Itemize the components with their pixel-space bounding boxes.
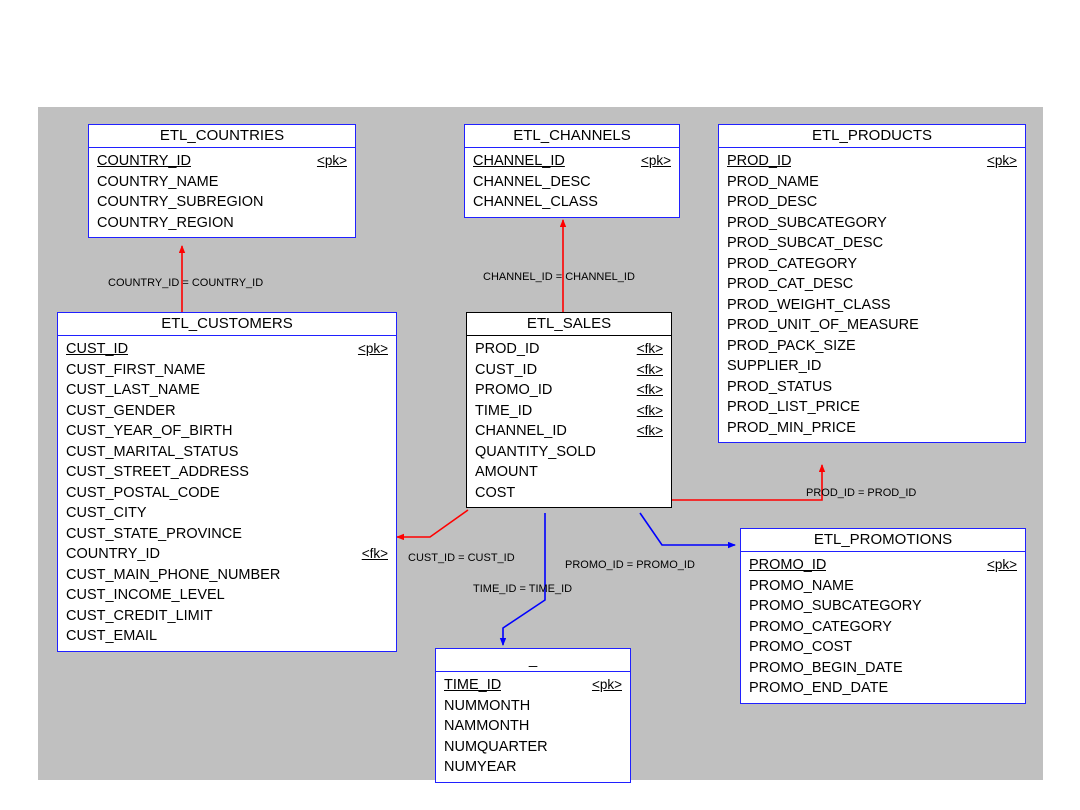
attribute-name: PROMO_ID bbox=[475, 382, 553, 398]
attribute-name: CUST_STATE_PROVINCE bbox=[66, 525, 242, 542]
attribute-key: <fk> bbox=[636, 361, 663, 377]
attribute-name: CUST_MAIN_PHONE_NUMBER bbox=[66, 566, 281, 583]
relationship-label-channel: CHANNEL_ID = CHANNEL_ID bbox=[483, 271, 635, 283]
attribute-row bbox=[741, 637, 1025, 658]
attribute-row bbox=[58, 360, 396, 381]
attribute-key: <fk> bbox=[636, 423, 663, 438]
attribute-row bbox=[741, 678, 1025, 699]
attribute-row bbox=[58, 442, 396, 463]
attribute-row bbox=[719, 172, 1025, 193]
attribute-name: CUST_CREDIT_LIMIT bbox=[66, 607, 213, 624]
attribute-list bbox=[465, 148, 679, 217]
relationship-label-cust: CUST_ID = CUST_ID bbox=[408, 552, 515, 564]
attribute-name: CHANNEL_ID bbox=[473, 153, 565, 169]
attribute-row bbox=[58, 462, 396, 483]
attribute-row bbox=[467, 442, 671, 463]
attribute-row bbox=[741, 617, 1025, 638]
attribute-row bbox=[436, 757, 630, 778]
attribute-key: <pk> bbox=[986, 557, 1017, 572]
attribute-name: COUNTRY_NAME bbox=[97, 173, 219, 190]
entity-title: _ bbox=[436, 649, 630, 672]
attribute-row bbox=[741, 596, 1025, 617]
attribute-key: <fk> bbox=[361, 546, 388, 561]
entity-title: ETL_CHANNELS bbox=[465, 125, 679, 148]
attribute-row bbox=[436, 696, 630, 717]
attribute-row bbox=[465, 151, 679, 172]
attribute-name: CUST_LAST_NAME bbox=[66, 382, 200, 398]
attribute-row bbox=[719, 377, 1025, 398]
attribute-row bbox=[467, 462, 671, 483]
entity-title: ETL_SALES bbox=[467, 313, 671, 336]
attribute-name: PROD_SUBCAT_DESC bbox=[727, 235, 884, 251]
attribute-name: TIME_ID bbox=[444, 677, 502, 693]
entity-etl-countries[interactable] bbox=[88, 124, 356, 238]
attribute-key: <fk> bbox=[636, 341, 663, 356]
attribute-name: PROD_ID bbox=[475, 341, 540, 357]
attribute-row bbox=[436, 737, 630, 758]
attribute-name: COUNTRY_ID bbox=[97, 153, 191, 169]
attribute-name: SUPPLIER_ID bbox=[727, 358, 822, 374]
attribute-name: PROD_MIN_PRICE bbox=[727, 419, 856, 436]
attribute-row bbox=[719, 315, 1025, 336]
attribute-name: QUANTITY_SOLD bbox=[475, 443, 596, 460]
attribute-key: <pk> bbox=[316, 153, 347, 168]
attribute-name: PROMO_COST bbox=[749, 639, 853, 655]
attribute-list bbox=[58, 336, 396, 651]
attribute-row bbox=[741, 555, 1025, 576]
attribute-key: <pk> bbox=[640, 153, 671, 168]
attribute-key: <fk> bbox=[636, 382, 663, 397]
attribute-row bbox=[58, 565, 396, 586]
entity-title: ETL_PRODUCTS bbox=[719, 125, 1025, 148]
attribute-row bbox=[741, 658, 1025, 679]
attribute-row bbox=[89, 213, 355, 234]
relationship-label-promo: PROMO_ID = PROMO_ID bbox=[565, 559, 695, 571]
attribute-row bbox=[436, 716, 630, 737]
attribute-row bbox=[467, 483, 671, 504]
entity-title: ETL_CUSTOMERS bbox=[58, 313, 396, 336]
entity-etl-times[interactable] bbox=[435, 648, 631, 783]
attribute-row bbox=[719, 254, 1025, 275]
attribute-row bbox=[465, 172, 679, 193]
attribute-name: CHANNEL_ID bbox=[475, 423, 567, 439]
attribute-row bbox=[719, 418, 1025, 439]
entity-etl-promotions[interactable] bbox=[740, 528, 1026, 704]
attribute-list bbox=[89, 148, 355, 237]
attribute-key: <pk> bbox=[357, 341, 388, 356]
attribute-row bbox=[436, 675, 630, 696]
attribute-list bbox=[719, 148, 1025, 442]
entity-etl-sales[interactable] bbox=[466, 312, 672, 508]
attribute-name: CUST_STREET_ADDRESS bbox=[66, 464, 249, 480]
attribute-key: <pk> bbox=[591, 677, 622, 692]
attribute-row bbox=[467, 421, 671, 442]
entity-title: ETL_PROMOTIONS bbox=[741, 529, 1025, 552]
attribute-name: NUMYEAR bbox=[444, 759, 517, 775]
attribute-row bbox=[58, 380, 396, 401]
attribute-key: <fk> bbox=[636, 402, 663, 418]
attribute-row bbox=[467, 401, 671, 422]
attribute-list bbox=[467, 336, 671, 507]
attribute-row bbox=[719, 274, 1025, 295]
attribute-name: NUMMONTH bbox=[444, 697, 531, 714]
attribute-name: TIME_ID bbox=[475, 402, 533, 419]
relationship-label-prod: PROD_ID = PROD_ID bbox=[806, 487, 917, 499]
attribute-row bbox=[58, 421, 396, 442]
attribute-name: PROD_DESC bbox=[727, 194, 818, 210]
attribute-row bbox=[719, 192, 1025, 213]
attribute-name: CUST_POSTAL_CODE bbox=[66, 484, 220, 501]
attribute-name: PROD_SUBCATEGORY bbox=[727, 214, 887, 231]
attribute-row bbox=[719, 233, 1025, 254]
attribute-row bbox=[719, 336, 1025, 357]
entity-etl-customers[interactable] bbox=[57, 312, 397, 652]
attribute-name: CHANNEL_CLASS bbox=[473, 194, 598, 210]
attribute-name: PROD_ID bbox=[727, 153, 792, 169]
attribute-name: PROMO_NAME bbox=[749, 577, 854, 594]
attribute-row bbox=[741, 576, 1025, 597]
attribute-name: PROMO_BEGIN_DATE bbox=[749, 659, 903, 676]
relationship-label-country: COUNTRY_ID = COUNTRY_ID bbox=[108, 277, 264, 289]
attribute-row bbox=[58, 585, 396, 606]
attribute-name: CUST_CITY bbox=[66, 505, 147, 521]
attribute-row bbox=[719, 151, 1025, 172]
attribute-name: PROD_PACK_SIZE bbox=[727, 337, 856, 354]
attribute-name: CUST_EMAIL bbox=[66, 628, 158, 644]
attribute-name: CUST_INCOME_LEVEL bbox=[66, 587, 225, 603]
entity-etl-channels[interactable] bbox=[464, 124, 680, 218]
attribute-list bbox=[436, 672, 630, 782]
attribute-row bbox=[467, 360, 671, 381]
attribute-name: CUST_ID bbox=[475, 361, 538, 378]
attribute-name: COUNTRY_ID bbox=[66, 546, 160, 562]
attribute-row bbox=[58, 483, 396, 504]
attribute-name: CUST_YEAR_OF_BIRTH bbox=[66, 423, 233, 439]
attribute-name: PROD_CATEGORY bbox=[727, 255, 857, 272]
entity-etl-products[interactable] bbox=[718, 124, 1026, 443]
attribute-name: COUNTRY_REGION bbox=[97, 214, 234, 231]
attribute-name: CUST_FIRST_NAME bbox=[66, 361, 206, 378]
attribute-name: AMOUNT bbox=[475, 464, 538, 480]
attribute-name: NAMMONTH bbox=[444, 718, 530, 734]
attribute-name: PROMO_END_DATE bbox=[749, 680, 889, 696]
attribute-name: PROMO_ID bbox=[749, 557, 827, 573]
attribute-row bbox=[89, 192, 355, 213]
attribute-name: PROD_LIST_PRICE bbox=[727, 399, 860, 415]
attribute-name: CHANNEL_DESC bbox=[473, 173, 591, 190]
attribute-name: NUMQUARTER bbox=[444, 738, 548, 755]
attribute-name: COUNTRY_SUBREGION bbox=[97, 194, 264, 210]
relationship-label-time: TIME_ID = TIME_ID bbox=[473, 583, 573, 595]
attribute-name: PROMO_SUBCATEGORY bbox=[749, 598, 922, 614]
attribute-row bbox=[58, 339, 396, 360]
attribute-name: CUST_MARITAL_STATUS bbox=[66, 443, 239, 460]
attribute-name: CUST_ID bbox=[66, 341, 129, 357]
attribute-name: PROD_UNIT_OF_MEASURE bbox=[727, 317, 919, 333]
attribute-name: PROD_CAT_DESC bbox=[727, 276, 854, 292]
attribute-name: PROD_NAME bbox=[727, 173, 819, 190]
entity-title: ETL_COUNTRIES bbox=[89, 125, 355, 148]
attribute-key: <pk> bbox=[986, 153, 1017, 168]
attribute-name: COST bbox=[475, 484, 516, 501]
attribute-row bbox=[89, 172, 355, 193]
attribute-row bbox=[58, 544, 396, 565]
attribute-list bbox=[741, 552, 1025, 703]
attribute-row bbox=[58, 606, 396, 627]
attribute-name: PROD_STATUS bbox=[727, 378, 833, 395]
attribute-row bbox=[719, 356, 1025, 377]
attribute-name: PROD_WEIGHT_CLASS bbox=[727, 296, 891, 313]
attribute-row bbox=[719, 397, 1025, 418]
attribute-row bbox=[467, 380, 671, 401]
attribute-name: PROMO_CATEGORY bbox=[749, 618, 892, 635]
attribute-row bbox=[58, 524, 396, 545]
attribute-row bbox=[719, 295, 1025, 316]
attribute-row bbox=[58, 401, 396, 422]
attribute-row bbox=[467, 339, 671, 360]
attribute-row bbox=[89, 151, 355, 172]
attribute-name: CUST_GENDER bbox=[66, 402, 176, 419]
attribute-row bbox=[58, 626, 396, 647]
attribute-row bbox=[465, 192, 679, 213]
attribute-row bbox=[58, 503, 396, 524]
attribute-row bbox=[719, 213, 1025, 234]
